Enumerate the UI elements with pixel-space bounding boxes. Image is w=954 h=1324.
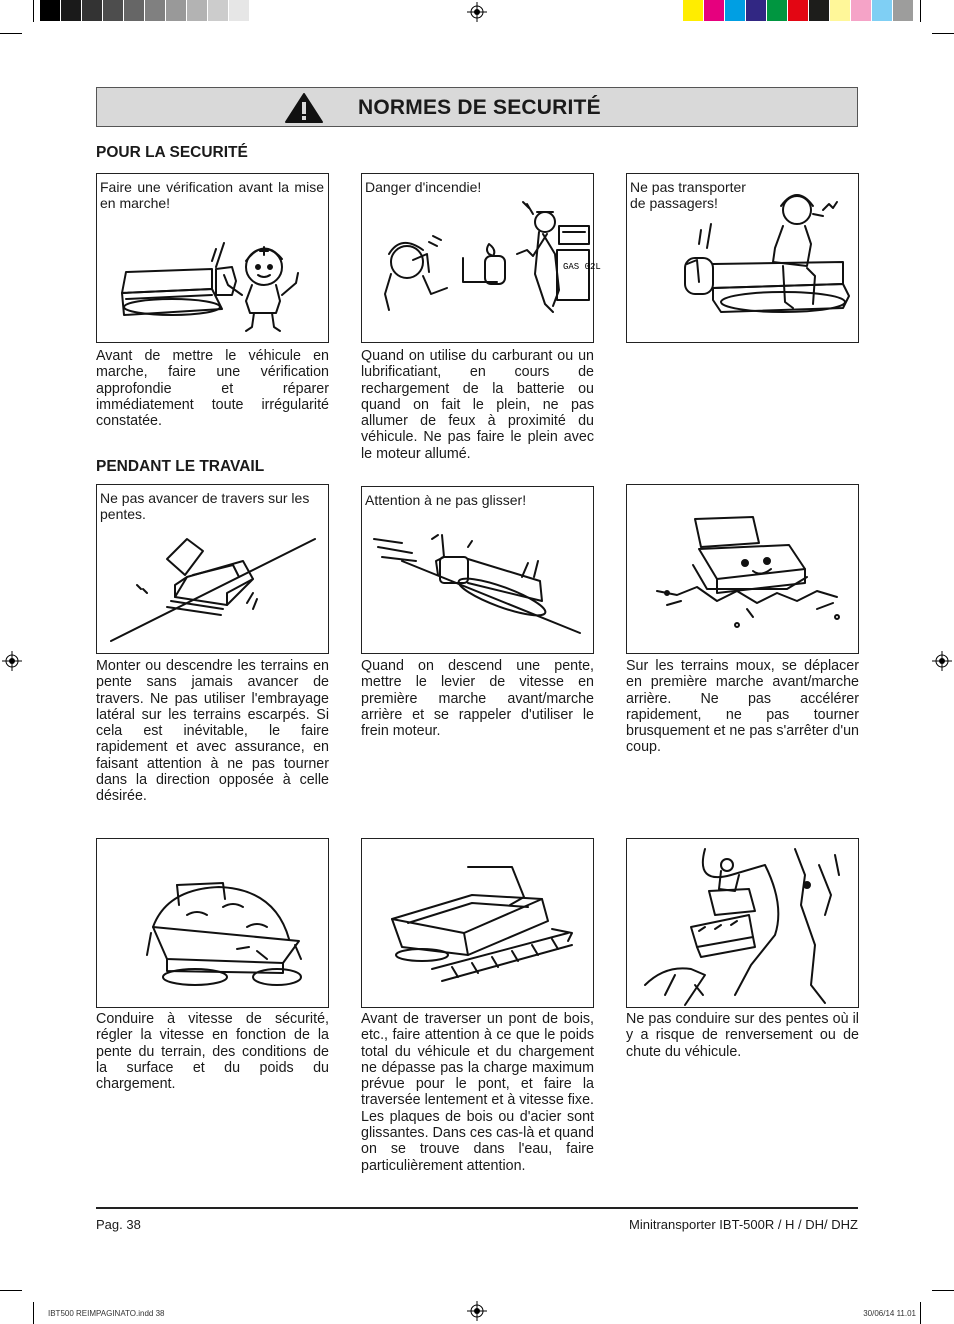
text-slip: Quand on descend une pente, mettre le levier de vitesse en première marche avant/marche arrière et se rappeler d'utiliser le frein moteur. — [361, 658, 594, 740]
registration-mark-left — [2, 651, 22, 671]
color-swatch — [145, 0, 166, 21]
color-swatch — [788, 0, 809, 21]
crop-mark — [0, 33, 22, 34]
text-check: Avant de mettre le véhicule en marche, faire une vérification approfondie et réparer immédiatement toute irrégularité constatée. — [96, 348, 329, 430]
inspector-icon — [112, 229, 327, 339]
bridge-icon — [372, 859, 587, 999]
color-swatch — [82, 0, 103, 21]
overload-icon — [107, 859, 322, 999]
color-swatch — [893, 0, 914, 21]
color-swatch — [851, 0, 872, 21]
caption-slope: Ne pas avancer de travers sur les pentes. — [100, 490, 310, 522]
color-swatch — [746, 0, 767, 21]
color-swatch — [683, 0, 704, 21]
section-title-safety: POUR LA SECURITÉ — [96, 144, 248, 161]
color-bar — [683, 0, 914, 21]
illustration-box-check — [96, 173, 329, 343]
text-cliff: Ne pas conduire sur des pentes où il y a risque de renversement ou de chute du véhicule. — [626, 1011, 859, 1060]
soft-ground-icon — [637, 505, 852, 645]
text-fire: Quand on utilise du carburant ou un lubrificatiant, en cours de rechargement de la batterie ou quand on fait le plein, ne pas allumer de feux à proximité du véhicule. Ne pas faire le plein avec le moteur allumé. — [361, 348, 594, 462]
illustration-box-slip — [361, 486, 594, 654]
caption-fire: Danger d'incendie! — [365, 179, 482, 195]
color-swatch — [250, 0, 271, 21]
slope-icon — [107, 529, 322, 649]
illustration-box-bridge — [361, 838, 594, 1008]
page-title: NORMES DE SECURITÉ — [358, 96, 601, 119]
illustration-box-fire — [361, 173, 601, 343]
crop-mark — [932, 1290, 954, 1291]
text-bridge: Avant de traverser un pont de bois, etc., faire attention à ce que le poids total du véhicule et du chargement ne dépasse pas la charge maximum prévue pour le pont, et faire la traversée lentement et à vitesse fixe. Les plaques de bois ou d'acier sont glissantes. Dans ces cas-là et quand on se trouve dans l'eau, faire particulièrement attention. — [361, 1011, 594, 1174]
illustration-box-passengers — [626, 173, 859, 343]
color-swatch — [208, 0, 229, 21]
passenger-icon — [637, 184, 852, 339]
caption-slip: Attention à ne pas glisser! — [365, 492, 527, 508]
caption-check: Faire une vérification avant la mise en marche! — [100, 179, 324, 211]
color-swatch — [809, 0, 830, 21]
color-swatch — [124, 0, 145, 21]
crop-mark — [932, 33, 954, 34]
crop-mark — [920, 1302, 921, 1324]
color-swatch — [61, 0, 82, 21]
pump-label: GAS 02L — [563, 262, 601, 272]
cliff-icon — [635, 845, 855, 1005]
warning-icon — [284, 92, 324, 124]
fire-danger-icon — [367, 194, 601, 339]
text-speed: Conduire à vitesse de sécurité, régler la vitesse en fonction de la pente du terrain, des conditions de la surface et du poids du chargement. — [96, 1011, 329, 1093]
registration-mark-right — [932, 651, 952, 671]
text-soft: Sur les terrains moux, se déplacer en première marche avant/marche arrière. Ne pas accélérer rapidement, ne pas tourner brusquement et ne pas s'arrêter d'un coup. — [626, 658, 859, 756]
color-swatch — [767, 0, 788, 21]
slug-date: 30/06/14 11.01 — [863, 1309, 916, 1318]
crop-mark — [920, 0, 921, 22]
color-swatch — [725, 0, 746, 21]
illustration-box-soft — [626, 484, 859, 654]
color-swatch — [103, 0, 124, 21]
registration-mark-top — [467, 2, 487, 22]
grayscale-bar — [40, 0, 271, 21]
page-number: Pag. 38 — [96, 1217, 141, 1232]
illustration-box-cliff — [626, 838, 859, 1008]
color-swatch — [229, 0, 250, 21]
color-swatch — [40, 0, 61, 21]
color-swatch — [704, 0, 725, 21]
illustration-box-speed — [96, 838, 329, 1008]
illustration-box-slope — [96, 484, 329, 654]
crop-mark — [0, 1290, 22, 1291]
color-swatch — [187, 0, 208, 21]
color-swatch — [872, 0, 893, 21]
section-title-work: PENDANT LE TRAVAIL — [96, 458, 265, 475]
slug-file: IBT500 REIMPAGINATO.indd 38 — [48, 1309, 165, 1318]
footer-rule — [96, 1207, 858, 1209]
color-swatch — [830, 0, 851, 21]
registration-mark-bottom — [467, 1301, 487, 1321]
caption-passengers: Ne pas transporter de passagers! — [630, 179, 746, 211]
crop-mark — [33, 0, 34, 22]
text-slope: Monter ou descendre les terrains en pente sans jamais avancer de travers. Ne pas utiliser l'embrayage latéral sur les terrains escarpés. Si cela est inévitable, le faire rapidement et avec assurance, en faisant attention à ne pas tourner dans la direction opposée à celle désirée. — [96, 658, 329, 805]
slip-icon — [372, 517, 587, 647]
color-swatch — [166, 0, 187, 21]
crop-mark — [33, 1302, 34, 1324]
model-name: Minitransporter IBT-500R / H / DH/ DHZ — [629, 1217, 858, 1232]
